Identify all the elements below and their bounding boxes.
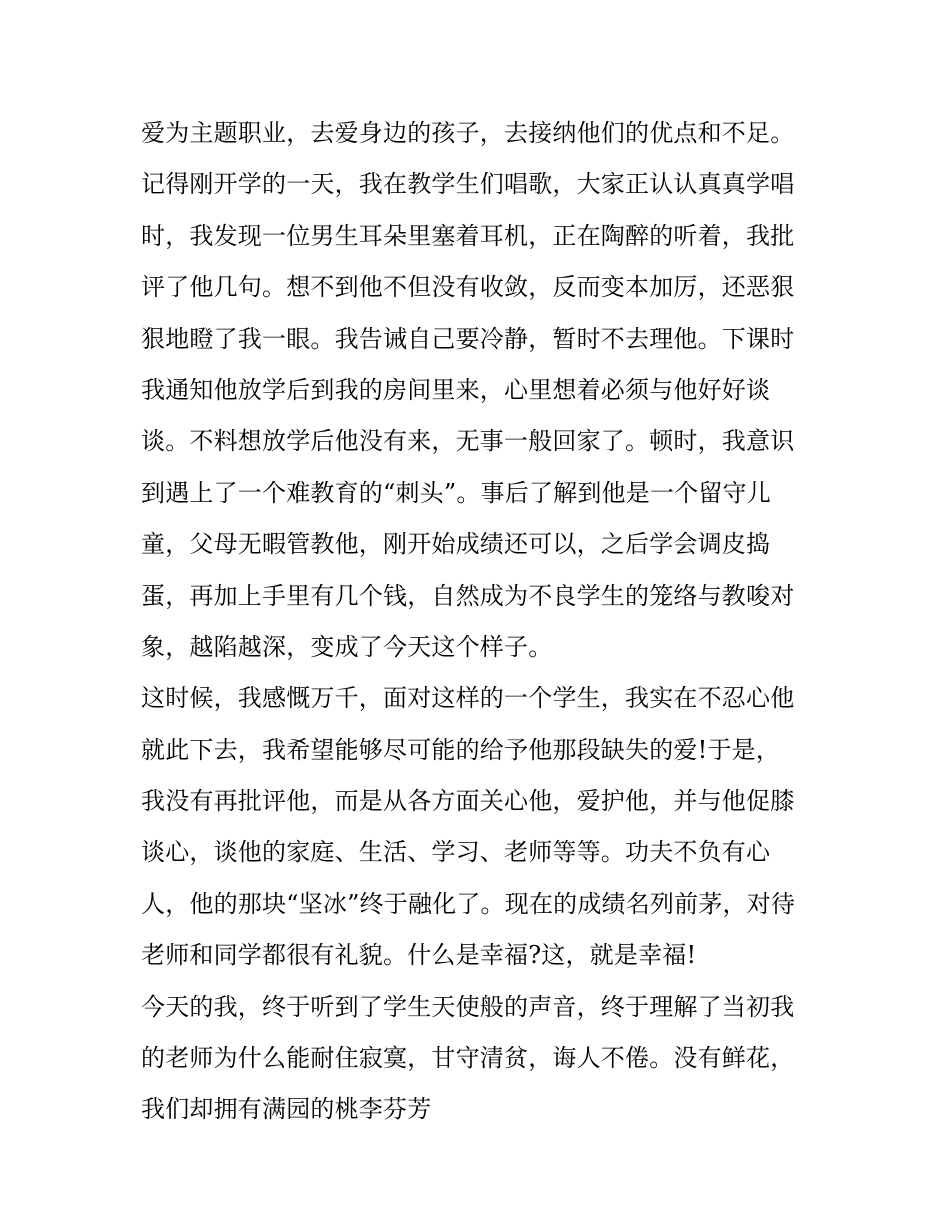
text-line: 我没有再批评他，而是从各方面关心他，爱护他，并与他促膝: [141, 787, 795, 816]
text-line: 蛋，再加上手里有几个钱，自然成为不良学生的笼络与教唆对: [141, 581, 795, 610]
text-line: 记得刚开学的一天，我在教学生们唱歌，大家正认认真真学唱: [141, 170, 795, 199]
text-line: 时，我发现一位男生耳朵里塞着耳机，正在陶醉的听着，我批: [141, 221, 795, 250]
text-line: 老师和同学都很有礼貌。什么是幸福?这，就是幸福!: [141, 941, 697, 970]
text-line: 我通知他放学后到我的房间里来，心里想着必须与他好好谈: [141, 375, 771, 404]
text-line: 评了他几句。想不到他不但没有收敛，反而变本加厉，还恶狠: [141, 273, 795, 302]
text-line: 狠地瞪了我一眼。我告诫自己要冷静，暂时不去理他。下课时: [141, 324, 795, 353]
text-line: 谈心，谈他的家庭、生活、学习、老师等等。功夫不负有心: [141, 838, 771, 867]
text-line: 童，父母无暇管教他，刚开始成绩还可以，之后学会调皮捣: [141, 530, 771, 559]
text-line: 今天的我，终于听到了学生天使般的声音，终于理解了当初我: [141, 992, 795, 1021]
text-line: 到遇上了一个难教育的“刺头”。事后了解到他是一个留守儿: [141, 478, 771, 507]
text-line: 就此下去，我希望能够尽可能的给予他那段缺失的爱!于是，: [141, 735, 781, 764]
text-line: 谈。不料想放学后他没有来，无事一般回家了。顿时，我意识: [141, 427, 795, 456]
text-line: 爱为主题职业，去爱身边的孩子，去接纳他们的优点和不足。: [141, 119, 795, 147]
text-line: 的老师为什么能耐住寂寞，甘守清贫，诲人不倦。没有鲜花，: [141, 1044, 795, 1073]
text-line: 这时候，我感慨万千，面对这样的一个学生，我实在不忍心他: [141, 684, 795, 713]
body-text: [141, 108, 821, 1136]
text-line: 象，越陷越深，变成了今天这个样子。: [141, 632, 553, 661]
text-line: 人，他的那块“坚冰”终于融化了。现在的成绩名列前茅，对待: [141, 889, 796, 918]
text-line: 我们却拥有满园的桃李芬芳: [141, 1095, 432, 1124]
